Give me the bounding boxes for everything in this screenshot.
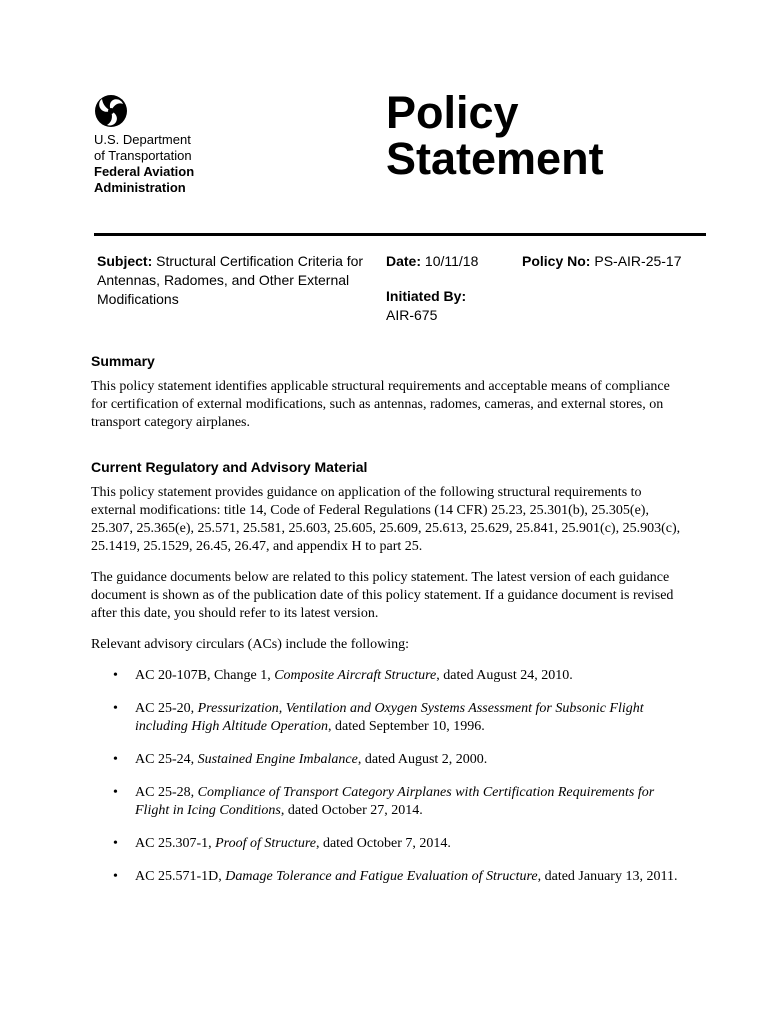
agency-name	[94, 132, 204, 196]
dot-triskelion-logo-icon	[94, 94, 128, 128]
ac-title: Composite Aircraft Structure	[274, 668, 437, 683]
title-line-1: Policy	[386, 87, 519, 138]
ac-title: Proof of Structure	[215, 836, 316, 851]
ac-number: AC 25-28,	[135, 785, 198, 800]
regulatory-paragraph-3: Relevant advisory circulars (ACs) include the following:	[91, 637, 410, 652]
agency-logo	[94, 94, 204, 196]
bullet-icon: •	[113, 785, 118, 800]
bullet-icon: •	[113, 752, 118, 767]
document-title	[386, 87, 604, 184]
initiated-value: AIR-675	[386, 307, 438, 323]
ac-date: , dated September 10, 1996.	[328, 719, 485, 734]
ac-number: AC 25-24,	[135, 752, 198, 767]
ac-date: , dated January 13, 2011.	[537, 869, 678, 884]
summary-heading: Summary	[91, 353, 155, 369]
subject-value: Structural Certification Criteria for Antennas, Radomes, and Other External Modifications	[97, 253, 364, 307]
list-item	[91, 868, 686, 886]
list-item	[91, 751, 686, 769]
initiated-label: Initiated By:	[386, 288, 467, 304]
bullet-icon: •	[113, 869, 118, 884]
agency-line-4: Administration	[94, 180, 186, 195]
agency-line-1: U.S. Department	[94, 132, 191, 147]
ac-title: Compliance of Transport Category Airplanes with Certification Requirements for Flight in Icing Conditions	[135, 785, 655, 818]
ac-title: Pressurization, Ventilation and Oxygen Systems Assessment for Subsonic Flight including High Altitude Operation	[135, 701, 644, 734]
document-body	[91, 352, 686, 901]
bullet-icon: •	[113, 701, 118, 716]
policy-value: PS-AIR-25-17	[594, 253, 682, 269]
header-divider	[94, 233, 706, 236]
subject-label: Subject:	[97, 253, 153, 269]
regulatory-paragraph-2: The guidance documents below are related to this policy statement. The latest version of each guidance document is shown as of the publication date of this policy statement. If a guidance document is revised after this date, you should refer to its latest version.	[91, 570, 674, 621]
date-value: 10/11/18	[424, 253, 479, 269]
date-block	[386, 252, 506, 271]
policy-label: Policy No:	[522, 253, 591, 269]
ac-number: AC 20-107B, Change 1,	[135, 668, 275, 683]
bullet-icon: •	[113, 668, 118, 683]
ac-date: , dated October 7, 2014.	[315, 836, 451, 851]
agency-line-2: of Transportation	[94, 148, 192, 163]
title-line-2: Statement	[386, 133, 604, 184]
ac-number: AC 25.571-1D,	[135, 869, 226, 884]
regulatory-heading: Current Regulatory and Advisory Material	[91, 459, 368, 475]
summary-section	[91, 352, 686, 432]
date-label: Date:	[386, 253, 422, 269]
list-item	[91, 667, 686, 685]
list-item	[91, 700, 686, 736]
ac-date: , dated August 24, 2010.	[436, 668, 573, 683]
regulatory-paragraph-1: This policy statement provides guidance on application of the following structural requirements to external modifications: title 14, Code of Federal Regulations (14 CFR) 25.23, 25.301(b), 25.305(e), 25.307, 25.365(e), 25.571, 25.581, 25.603, 25.605, 25.609, 25.613, 25.629, 25.841, 25.901(c), 25.903(c), 25.1419, 25.1529, 26.45, 26.47, and appendix H to part 25.	[91, 485, 681, 554]
advisory-circular-list	[91, 667, 686, 886]
ac-title: Sustained Engine Imbalance	[197, 752, 358, 767]
ac-number: AC 25.307-1,	[135, 836, 216, 851]
list-item	[91, 784, 686, 820]
list-item	[91, 835, 686, 853]
ac-date: , dated August 2, 2000.	[357, 752, 488, 767]
agency-line-3: Federal Aviation	[94, 164, 195, 179]
policy-number-block	[522, 252, 722, 271]
ac-number: AC 25-20,	[135, 701, 198, 716]
initiated-by-block	[386, 287, 516, 325]
subject-block	[97, 252, 369, 309]
regulatory-section	[91, 458, 686, 886]
ac-date: , dated October 27, 2014.	[280, 803, 423, 818]
ac-title: Damage Tolerance and Fatigue Evaluation of Structure	[225, 869, 538, 884]
bullet-icon: •	[113, 836, 118, 851]
summary-text: This policy statement identifies applicable structural requirements and acceptable means of compliance for certification of external modifications, such as antennas, radomes, cameras, and external stores, on transport category airplanes.	[91, 379, 670, 430]
